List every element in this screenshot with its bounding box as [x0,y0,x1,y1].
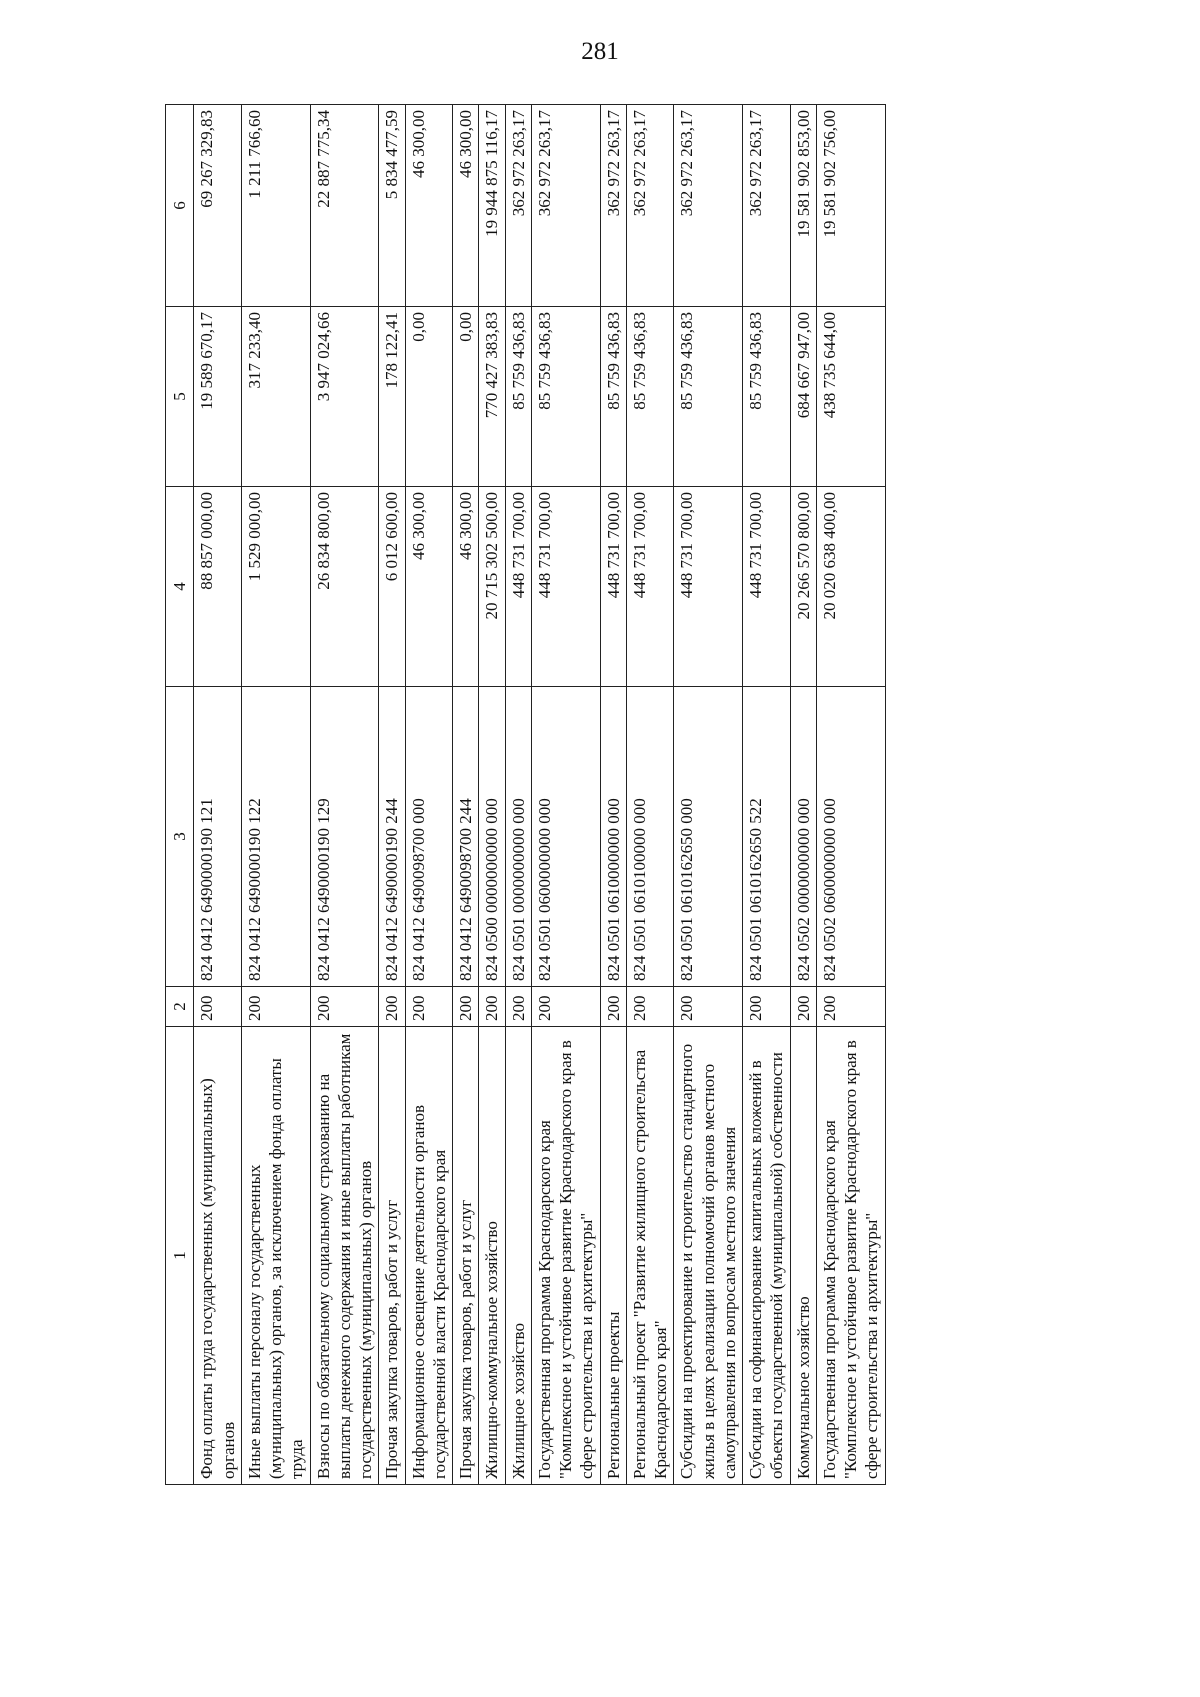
cell-code: 824 0501 0600000000 000 [531,687,600,987]
cell-col4: 448 731 700,00 [505,487,531,687]
table-row [600,105,626,1485]
table-row [405,105,453,1485]
rotated-table-wrapper [165,105,1015,1485]
column-header: 3 [166,687,194,987]
cell-col6: 5 834 477,59 [379,105,405,307]
cell-code: 824 0412 6490000190 244 [379,687,405,987]
cell-col2: 200 [379,987,405,1027]
cell-col4: 448 731 700,00 [626,487,674,687]
cell-col2: 200 [816,987,885,1027]
cell-col2: 200 [531,987,600,1027]
cell-name: Иные выплаты персоналу государственных (муниципальных) органов, за исключением фонда оплаты труда [241,1027,310,1485]
cell-col2: 200 [505,987,531,1027]
cell-col4: 448 731 700,00 [743,487,791,687]
column-header: 6 [166,105,194,307]
cell-col2: 200 [453,987,479,1027]
cell-name: Государственная программа Краснодарского края "Комплексное и устойчивое развитие Краснодарского края в сфере строительства и архитектуры" [531,1027,600,1485]
cell-col5: 0,00 [405,307,453,487]
cell-col6: 69 267 329,83 [194,105,242,307]
table-row [790,105,816,1485]
cell-name: Жилищно-коммунальное хозяйство [479,1027,505,1485]
cell-col5: 85 759 436,83 [531,307,600,487]
cell-col5: 684 667 947,00 [790,307,816,487]
cell-col5: 85 759 436,83 [505,307,531,487]
cell-col2: 200 [674,987,743,1027]
column-header: 1 [166,1027,194,1485]
cell-col6: 362 972 263,17 [600,105,626,307]
cell-col4: 448 731 700,00 [531,487,600,687]
table-row [816,105,885,1485]
cell-col4: 448 731 700,00 [600,487,626,687]
cell-name: Прочая закупка товаров, работ и услуг [453,1027,479,1485]
table-row [453,105,479,1485]
table-row [194,105,242,1485]
cell-code: 824 0412 6490098700 244 [453,687,479,987]
cell-code: 824 0412 6490000190 129 [310,687,379,987]
cell-code: 824 0501 0000000000 000 [505,687,531,987]
cell-col6: 19 581 902 756,00 [816,105,885,307]
table-body [194,105,885,1485]
cell-col4: 20 715 302 500,00 [479,487,505,687]
table-row [505,105,531,1485]
cell-col4: 20 266 570 800,00 [790,487,816,687]
cell-name: Субсидии на проектирование и строительство стандартного жилья в целях реализации полномочий органов местного самоуправления по вопросам местного значения [674,1027,743,1485]
cell-col4: 26 834 800,00 [310,487,379,687]
cell-col5: 438 735 644,00 [816,307,885,487]
cell-col6: 19 581 902 853,00 [790,105,816,307]
table-row [379,105,405,1485]
cell-col6: 19 944 875 116,17 [479,105,505,307]
cell-col5: 85 759 436,83 [626,307,674,487]
cell-col5: 85 759 436,83 [600,307,626,487]
cell-name: Региональные проекты [600,1027,626,1485]
cell-col2: 200 [241,987,310,1027]
cell-name: Жилищное хозяйство [505,1027,531,1485]
table-header-row [166,105,194,1485]
cell-name: Коммунальное хозяйство [790,1027,816,1485]
cell-code: 824 0412 6490000190 122 [241,687,310,987]
cell-col2: 200 [194,987,242,1027]
table-row [479,105,505,1485]
cell-name: Субсидии на софинансирование капитальных вложений в объекты государственной (муниципальной) собственности [743,1027,791,1485]
cell-col2: 200 [626,987,674,1027]
budget-table [165,104,886,1485]
cell-col6: 1 211 766,60 [241,105,310,307]
column-header: 4 [166,487,194,687]
cell-col2: 200 [600,987,626,1027]
cell-col2: 200 [479,987,505,1027]
column-header: 2 [166,987,194,1027]
cell-col2: 200 [405,987,453,1027]
cell-col6: 362 972 263,17 [531,105,600,307]
cell-col6: 46 300,00 [405,105,453,307]
cell-col5: 85 759 436,83 [674,307,743,487]
table-row [743,105,791,1485]
cell-col4: 46 300,00 [405,487,453,687]
cell-code: 824 0412 6490000190 121 [194,687,242,987]
cell-col4: 6 012 600,00 [379,487,405,687]
cell-name: Информационное освещение деятельности органов государственной власти Краснодарского края [405,1027,453,1485]
cell-col2: 200 [743,987,791,1027]
table-row [531,105,600,1485]
cell-col4: 448 731 700,00 [674,487,743,687]
cell-code: 824 0502 0600000000 000 [816,687,885,987]
cell-col2: 200 [310,987,379,1027]
cell-col4: 20 020 638 400,00 [816,487,885,687]
page-number: 281 [581,38,619,65]
cell-col6: 46 300,00 [453,105,479,307]
cell-col6: 362 972 263,17 [674,105,743,307]
cell-col6: 362 972 263,17 [505,105,531,307]
cell-col5: 3 947 024,66 [310,307,379,487]
cell-col5: 317 233,40 [241,307,310,487]
cell-name: Взносы по обязательному социальному страхованию на выплаты денежного содержания и иные выплаты работникам государственных (муниципальных) органов [310,1027,379,1485]
cell-code: 824 0500 0000000000 000 [479,687,505,987]
table-row [310,105,379,1485]
cell-col4: 46 300,00 [453,487,479,687]
cell-code: 824 0501 0610162650 000 [674,687,743,987]
cell-name: Фонд оплаты труда государственных (муниципальных) органов [194,1027,242,1485]
table-row [626,105,674,1485]
cell-code: 824 0501 0610000000 000 [600,687,626,987]
cell-col4: 1 529 000,00 [241,487,310,687]
cell-code: 824 0412 6490098700 000 [405,687,453,987]
column-header: 5 [166,307,194,487]
cell-col5: 178 122,41 [379,307,405,487]
cell-code: 824 0501 0610162650 522 [743,687,791,987]
cell-name: Государственная программа Краснодарского края "Комплексное и устойчивое развитие Краснодарского края в сфере строительства и архитектуры" [816,1027,885,1485]
rotated-table-container [165,105,1015,1485]
cell-col5: 85 759 436,83 [743,307,791,487]
table-row [674,105,743,1485]
cell-code: 824 0502 0000000000 000 [790,687,816,987]
cell-name: Прочая закупка товаров, работ и услуг [379,1027,405,1485]
cell-col4: 88 857 000,00 [194,487,242,687]
cell-col5: 0,00 [453,307,479,487]
cell-col5: 770 427 383,83 [479,307,505,487]
cell-col6: 362 972 263,17 [626,105,674,307]
cell-col6: 362 972 263,17 [743,105,791,307]
cell-col6: 22 887 775,34 [310,105,379,307]
table-row [241,105,310,1485]
cell-col5: 19 589 670,17 [194,307,242,487]
cell-code: 824 0501 0610100000 000 [626,687,674,987]
cell-col2: 200 [790,987,816,1027]
cell-name: Региональный проект "Развитие жилищного строительства Краснодарского края" [626,1027,674,1485]
